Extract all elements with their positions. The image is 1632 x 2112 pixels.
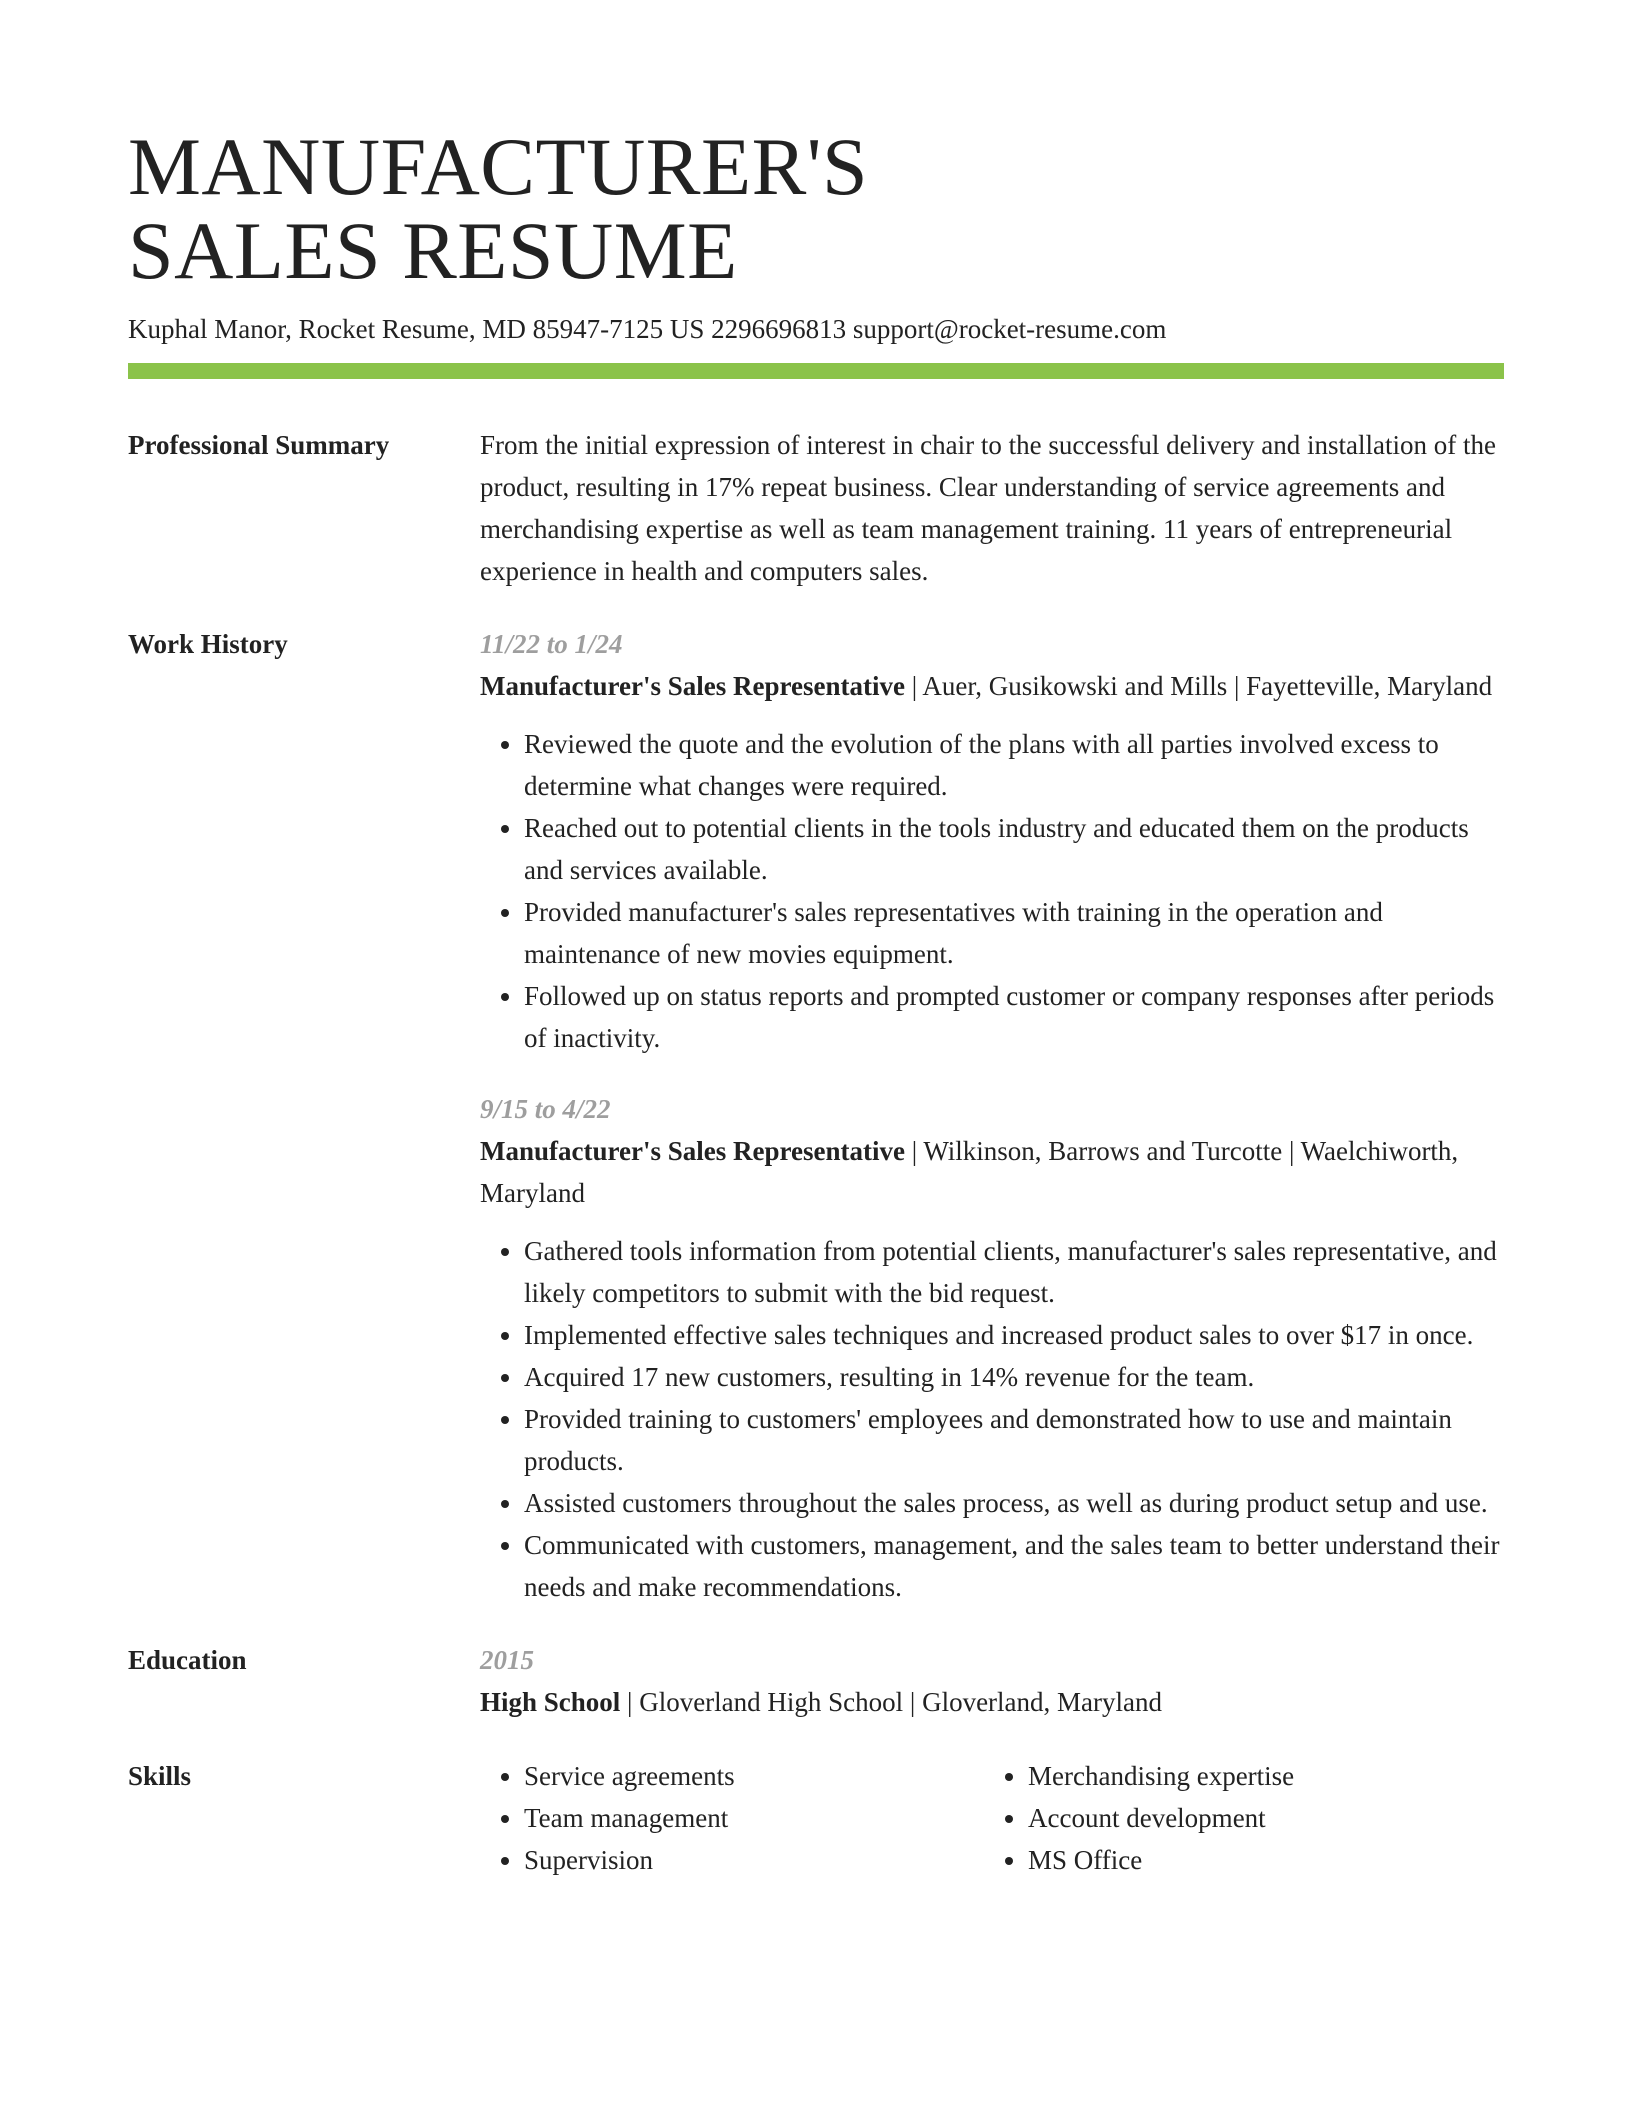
skill-item: • Account development	[1028, 1797, 1488, 1839]
skill-item: • MS Office	[1028, 1839, 1488, 1881]
job-title: Manufacturer's Sales Representative	[480, 671, 905, 701]
job-bullets	[480, 1230, 1504, 1608]
job-heading	[480, 1130, 1504, 1214]
education-heading	[480, 1681, 1504, 1723]
skills-column-1	[480, 1755, 984, 1881]
title-line-1: MANUFACTURER'S	[128, 121, 869, 212]
job-entry	[480, 623, 1504, 1059]
accent-divider	[128, 363, 1504, 379]
job-bullet: • Assisted customers throughout the sales process, as well as during product setup and use.	[524, 1482, 1504, 1524]
work-history-label: Work History	[128, 629, 288, 659]
summary-text: From the initial expression of interest in chair to the successful delivery and installation of the product, resulting in 17% repeat business. Clear understanding of service agreements and merchandising expertise as well as team management training. 11 years of entrepreneurial experience in health and computers sales.	[480, 430, 1496, 586]
work-history-section	[128, 623, 1504, 1608]
job-bullet: • Gathered tools information from potential clients, manufacturer's sales representative, and likely competitors to submit with the bid request.	[524, 1230, 1504, 1314]
skills-label: Skills	[128, 1761, 192, 1791]
skills-section	[128, 1755, 1504, 1881]
summary-section	[128, 424, 1504, 592]
job-bullet: • Provided training to customers' employees and demonstrated how to use and maintain products.	[524, 1398, 1504, 1482]
job-heading	[480, 665, 1504, 707]
skill-item: • Service agreements	[524, 1755, 984, 1797]
skill-item: • Team management	[524, 1797, 984, 1839]
education-label: Education	[128, 1645, 247, 1675]
skill-item: • Merchandising expertise	[1028, 1755, 1488, 1797]
work-history-body	[480, 623, 1504, 1608]
job-title: Manufacturer's Sales Representative	[480, 1136, 905, 1166]
job-bullet: • Acquired 17 new customers, resulting in 14% revenue for the team.	[524, 1356, 1504, 1398]
job-bullet: • Implemented effective sales techniques and increased product sales to over $17 in once.	[524, 1314, 1504, 1356]
skill-item: • Supervision	[524, 1839, 984, 1881]
job-details: | Wilkinson, Barrows and Turcotte | Waelchiworth, Maryland	[480, 1136, 1459, 1208]
education-year: 2015	[480, 1645, 534, 1675]
resume-page	[128, 121, 1504, 1881]
job-bullet: • Reached out to potential clients in the tools industry and educated them on the products and services available.	[524, 807, 1504, 891]
education-details: | Gloverland High School | Gloverland, Maryland	[620, 1687, 1162, 1717]
job-bullet: • Followed up on status reports and prompted customer or company responses after periods of inactivity.	[524, 975, 1504, 1059]
skills-body	[480, 1755, 1504, 1881]
contact-info: Kuphal Manor, Rocket Resume, MD 85947-7125 US 2296696813 support@rocket-resume.com	[128, 314, 1167, 344]
resume-title	[128, 121, 1504, 296]
job-dates: 11/22 to 1/24	[480, 629, 623, 659]
summary-label: Professional Summary	[128, 430, 390, 460]
job-details: | Auer, Gusikowski and Mills | Fayetteville, Maryland	[904, 671, 1493, 701]
education-section	[128, 1639, 1504, 1723]
education-degree: High School	[480, 1687, 621, 1717]
title-line-2: SALES RESUME	[128, 205, 738, 296]
job-bullets	[480, 723, 1504, 1059]
job-entry	[480, 1088, 1504, 1608]
job-bullet: • Reviewed the quote and the evolution of the plans with all parties involved excess to determine what changes were required.	[524, 723, 1504, 807]
job-bullet: • Provided manufacturer's sales representatives with training in the operation and maintenance of new movies equipment.	[524, 891, 1504, 975]
job-dates: 9/15 to 4/22	[480, 1094, 611, 1124]
skills-grid	[480, 1755, 1504, 1881]
skills-column-2	[984, 1755, 1488, 1881]
education-body	[480, 1639, 1504, 1723]
job-bullet: • Communicated with customers, management, and the sales team to better understand their needs and make recommendations.	[524, 1524, 1504, 1608]
